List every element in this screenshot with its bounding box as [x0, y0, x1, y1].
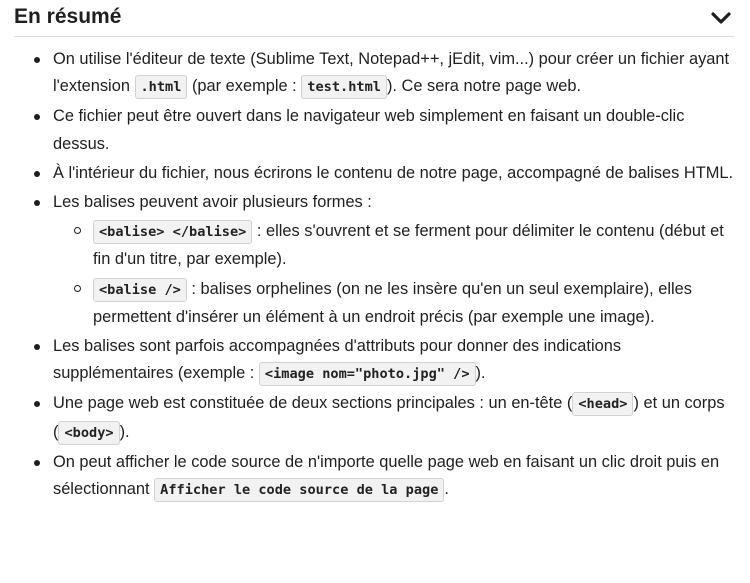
item-text: Ce fichier peut être ouvert dans le navigateur web simplement en faisant un double-clic dessus. [53, 107, 685, 153]
sub-list-item [93, 276, 736, 331]
item-text: ) et un corps ( [53, 394, 725, 441]
list-item [53, 160, 736, 187]
list-item [53, 449, 736, 504]
inline-code: Afficher le code source de la page [154, 478, 444, 502]
item-text: ). [475, 364, 486, 383]
item-text: : balises orphelines (on ne les insère qu'en un seul exemplaire), elles permettent d'insérer un élément à un endroit précis (par exemple une image). [93, 279, 692, 326]
section-header[interactable] [14, 0, 734, 37]
item-text: (par exemple : [187, 77, 302, 96]
item-text: À l'intérieur du fichier, nous écrirons le contenu de notre page, accompagné de balises HTML. [53, 163, 734, 182]
list-item [53, 103, 736, 157]
inline-code: .html [135, 75, 188, 99]
item-text: ). Ce sera notre page web. [386, 77, 582, 96]
list-item [53, 46, 736, 101]
item-text: Les balises sont parfois accompagnées d'attributs pour donner des indications supplémentaires (exemple : [53, 337, 622, 383]
inline-code: test.html [301, 75, 387, 99]
item-text: . [444, 480, 449, 499]
inline-code: <balise /> [93, 278, 187, 302]
inline-code: <balise> </balise> [93, 220, 252, 244]
item-text: On utilise l'éditeur de texte (Sublime Text, Notepad++, jEdit, vim...) pour créer un fichier ayant l'extension [53, 50, 730, 96]
item-text: Les balises peuvent avoir plusieurs formes : [53, 193, 372, 212]
inline-code: <head> [572, 392, 633, 416]
sub-list [53, 218, 736, 331]
list-item [53, 333, 736, 388]
item-text: : elles s'ouvrent et se ferment pour délimiter le contenu (début et fin d'un titre, par exemple). [93, 222, 724, 269]
inline-code: <image nom="photo.jpg" /> [259, 362, 476, 386]
item-text: ). [119, 422, 130, 441]
summary-content [0, 46, 736, 506]
sub-list-item [93, 218, 736, 273]
list-item [53, 390, 736, 446]
chevron-down-icon[interactable] [710, 10, 732, 26]
summary-list [0, 46, 736, 504]
item-text: On peut afficher le code source de n'importe quelle page web en faisant un clic droit puis en sélectionnant [53, 452, 720, 499]
section-title: En résumé [14, 5, 122, 28]
list-item [53, 189, 736, 331]
item-text: Une page web est constituée de deux sections principales : un en-tête ( [53, 394, 573, 413]
inline-code: <body> [58, 421, 119, 445]
